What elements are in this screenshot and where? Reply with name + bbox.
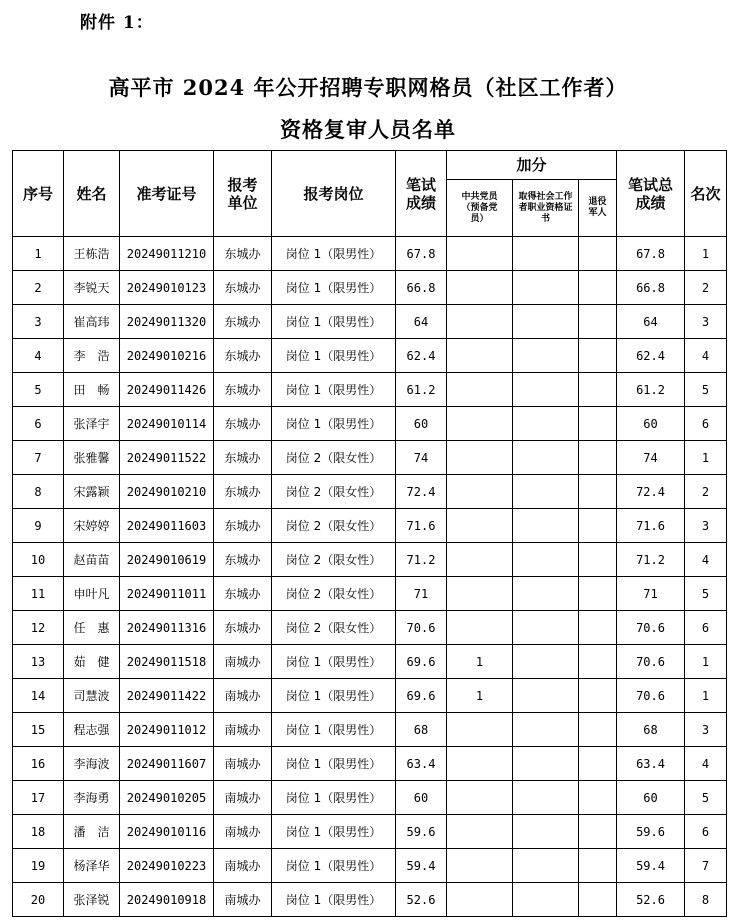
cell-bonus-party (447, 815, 513, 849)
cell-bonus-veteran (579, 781, 617, 815)
cell-unit: 东城办 (214, 339, 272, 373)
cell-name: 李 浩 (64, 339, 120, 373)
cell-ticket: 20249010619 (120, 543, 214, 577)
cell-bonus-cert (513, 747, 579, 781)
cell-unit: 南城办 (214, 781, 272, 815)
cell-total: 62.4 (617, 339, 685, 373)
cell-total: 71.6 (617, 509, 685, 543)
cell-bonus-veteran (579, 441, 617, 475)
candidate-table (12, 150, 727, 917)
cell-name: 申叶凡 (64, 577, 120, 611)
cell-total: 71.2 (617, 543, 685, 577)
header-total: 笔试总成绩 (617, 151, 685, 237)
cell-rank: 5 (685, 577, 727, 611)
cell-written: 71.2 (396, 543, 447, 577)
table-row (13, 509, 727, 543)
cell-unit: 南城办 (214, 645, 272, 679)
cell-rank: 6 (685, 407, 727, 441)
cell-ticket: 20249010223 (120, 849, 214, 883)
header-bonus-party: 中共党员（预备党员） (447, 180, 513, 237)
cell-position: 岗位 1（限男性） (272, 815, 396, 849)
cell-bonus-party (447, 849, 513, 883)
table-row (13, 815, 727, 849)
cell-unit: 南城办 (214, 713, 272, 747)
cell-name: 宋婷婷 (64, 509, 120, 543)
cell-bonus-veteran (579, 713, 617, 747)
cell-unit: 东城办 (214, 305, 272, 339)
cell-seq: 14 (13, 679, 64, 713)
cell-position: 岗位 2（限女性） (272, 577, 396, 611)
cell-total: 72.4 (617, 475, 685, 509)
cell-name: 田 畅 (64, 373, 120, 407)
table-row (13, 305, 727, 339)
cell-total: 71 (617, 577, 685, 611)
cell-written: 71 (396, 577, 447, 611)
cell-written: 66.8 (396, 271, 447, 305)
cell-unit: 南城办 (214, 883, 272, 917)
cell-written: 60 (396, 781, 447, 815)
cell-ticket: 20249010205 (120, 781, 214, 815)
cell-ticket: 20249011603 (120, 509, 214, 543)
table-row (13, 475, 727, 509)
cell-seq: 11 (13, 577, 64, 611)
cell-total: 63.4 (617, 747, 685, 781)
cell-position: 岗位 1（限男性） (272, 305, 396, 339)
cell-rank: 6 (685, 611, 727, 645)
cell-position: 岗位 1（限男性） (272, 373, 396, 407)
header-bonus-cert: 取得社会工作者职业资格证书 (513, 180, 579, 237)
table-row (13, 271, 727, 305)
cell-unit: 东城办 (214, 441, 272, 475)
cell-position: 岗位 1（限男性） (272, 781, 396, 815)
cell-bonus-party: 1 (447, 645, 513, 679)
cell-unit: 东城办 (214, 543, 272, 577)
cell-bonus-party (447, 781, 513, 815)
cell-position: 岗位 1（限男性） (272, 679, 396, 713)
cell-written: 69.6 (396, 645, 447, 679)
page-subtitle: 资格复审人员名单 (280, 117, 456, 142)
cell-ticket: 20249010123 (120, 271, 214, 305)
cell-rank: 3 (685, 713, 727, 747)
cell-written: 62.4 (396, 339, 447, 373)
cell-written: 72.4 (396, 475, 447, 509)
cell-rank: 5 (685, 781, 727, 815)
cell-bonus-cert (513, 441, 579, 475)
cell-bonus-veteran (579, 645, 617, 679)
table-row (13, 339, 727, 373)
cell-seq: 15 (13, 713, 64, 747)
cell-name: 赵苗苗 (64, 543, 120, 577)
cell-rank: 4 (685, 543, 727, 577)
cell-seq: 12 (13, 611, 64, 645)
header-name: 姓名 (64, 151, 120, 237)
cell-bonus-veteran (579, 475, 617, 509)
cell-unit: 东城办 (214, 373, 272, 407)
table-row (13, 611, 727, 645)
cell-ticket: 20249011422 (120, 679, 214, 713)
cell-bonus-veteran (579, 237, 617, 271)
cell-bonus-party (447, 747, 513, 781)
cell-name: 张雅馨 (64, 441, 120, 475)
cell-seq: 10 (13, 543, 64, 577)
cell-bonus-cert (513, 237, 579, 271)
cell-bonus-veteran (579, 577, 617, 611)
cell-total: 52.6 (617, 883, 685, 917)
cell-total: 68 (617, 713, 685, 747)
cell-total: 60 (617, 781, 685, 815)
cell-name: 崔高玮 (64, 305, 120, 339)
cell-rank: 1 (685, 645, 727, 679)
cell-seq: 6 (13, 407, 64, 441)
cell-rank: 2 (685, 475, 727, 509)
cell-bonus-cert (513, 679, 579, 713)
cell-bonus-veteran (579, 543, 617, 577)
cell-position: 岗位 1（限男性） (272, 407, 396, 441)
cell-ticket: 20249011316 (120, 611, 214, 645)
cell-position: 岗位 1（限男性） (272, 713, 396, 747)
cell-position: 岗位 1（限男性） (272, 271, 396, 305)
cell-unit: 东城办 (214, 237, 272, 271)
cell-bonus-cert (513, 645, 579, 679)
cell-written: 59.4 (396, 849, 447, 883)
cell-written: 70.6 (396, 611, 447, 645)
cell-name: 司慧波 (64, 679, 120, 713)
cell-bonus-veteran (579, 373, 617, 407)
cell-unit: 南城办 (214, 747, 272, 781)
cell-name: 杨泽华 (64, 849, 120, 883)
cell-unit: 南城办 (214, 815, 272, 849)
cell-name: 任 惠 (64, 611, 120, 645)
cell-seq: 3 (13, 305, 64, 339)
cell-bonus-cert (513, 849, 579, 883)
cell-bonus-cert (513, 883, 579, 917)
cell-bonus-cert (513, 475, 579, 509)
cell-bonus-veteran (579, 815, 617, 849)
cell-name: 李海勇 (64, 781, 120, 815)
cell-bonus-veteran (579, 509, 617, 543)
cell-ticket: 20249011518 (120, 645, 214, 679)
cell-bonus-party (447, 577, 513, 611)
cell-ticket: 20249010216 (120, 339, 214, 373)
table-row (13, 747, 727, 781)
cell-seq: 1 (13, 237, 64, 271)
table-row (13, 713, 727, 747)
cell-bonus-veteran (579, 679, 617, 713)
cell-name: 宋露颖 (64, 475, 120, 509)
cell-total: 64 (617, 305, 685, 339)
cell-seq: 17 (13, 781, 64, 815)
cell-bonus-veteran (579, 271, 617, 305)
cell-position: 岗位 1（限男性） (272, 339, 396, 373)
cell-position: 岗位 1（限男性） (272, 237, 396, 271)
cell-bonus-party (447, 543, 513, 577)
cell-seq: 7 (13, 441, 64, 475)
cell-total: 70.6 (617, 611, 685, 645)
cell-seq: 19 (13, 849, 64, 883)
cell-ticket: 20249010210 (120, 475, 214, 509)
cell-position: 岗位 2（限女性） (272, 475, 396, 509)
table-row (13, 543, 727, 577)
cell-bonus-cert (513, 305, 579, 339)
cell-name: 张泽锐 (64, 883, 120, 917)
cell-bonus-party (447, 611, 513, 645)
cell-written: 61.2 (396, 373, 447, 407)
cell-total: 60 (617, 407, 685, 441)
cell-name: 王栋浩 (64, 237, 120, 271)
cell-ticket: 20249011011 (120, 577, 214, 611)
cell-written: 60 (396, 407, 447, 441)
cell-seq: 13 (13, 645, 64, 679)
table-row (13, 407, 727, 441)
cell-position: 岗位 2（限女性） (272, 611, 396, 645)
cell-rank: 1 (685, 679, 727, 713)
cell-ticket: 20249010918 (120, 883, 214, 917)
cell-name: 茹 健 (64, 645, 120, 679)
table-row (13, 781, 727, 815)
cell-bonus-cert (513, 339, 579, 373)
header-written: 笔试成绩 (396, 151, 447, 237)
cell-unit: 东城办 (214, 475, 272, 509)
cell-unit: 东城办 (214, 407, 272, 441)
cell-written: 68 (396, 713, 447, 747)
cell-written: 67.8 (396, 237, 447, 271)
cell-seq: 2 (13, 271, 64, 305)
cell-bonus-party (447, 883, 513, 917)
cell-bonus-cert (513, 509, 579, 543)
cell-total: 59.6 (617, 815, 685, 849)
cell-bonus-veteran (579, 339, 617, 373)
cell-bonus-veteran (579, 305, 617, 339)
cell-seq: 20 (13, 883, 64, 917)
cell-rank: 4 (685, 747, 727, 781)
cell-seq: 8 (13, 475, 64, 509)
cell-name: 潘 洁 (64, 815, 120, 849)
cell-written: 64 (396, 305, 447, 339)
cell-unit: 东城办 (214, 271, 272, 305)
cell-bonus-cert (513, 407, 579, 441)
cell-total: 66.8 (617, 271, 685, 305)
cell-written: 63.4 (396, 747, 447, 781)
cell-bonus-party (447, 271, 513, 305)
cell-rank: 7 (685, 849, 727, 883)
cell-written: 71.6 (396, 509, 447, 543)
cell-bonus-party (447, 475, 513, 509)
cell-bonus-veteran (579, 883, 617, 917)
cell-name: 李锐天 (64, 271, 120, 305)
attachment-label: 附件 1： (80, 13, 154, 33)
cell-bonus-cert (513, 713, 579, 747)
cell-written: 52.6 (396, 883, 447, 917)
cell-position: 岗位 1（限男性） (272, 849, 396, 883)
cell-bonus-party: 1 (447, 679, 513, 713)
cell-bonus-cert (513, 815, 579, 849)
cell-name: 张泽宇 (64, 407, 120, 441)
cell-unit: 东城办 (214, 611, 272, 645)
cell-bonus-cert (513, 373, 579, 407)
cell-bonus-party (447, 237, 513, 271)
cell-position: 岗位 1（限男性） (272, 883, 396, 917)
cell-total: 59.4 (617, 849, 685, 883)
cell-ticket: 20249011426 (120, 373, 214, 407)
cell-rank: 2 (685, 271, 727, 305)
cell-bonus-party (447, 713, 513, 747)
cell-bonus-veteran (579, 611, 617, 645)
cell-written: 74 (396, 441, 447, 475)
cell-position: 岗位 1（限男性） (272, 645, 396, 679)
cell-bonus-party (447, 339, 513, 373)
table-row (13, 373, 727, 407)
cell-bonus-cert (513, 577, 579, 611)
cell-unit: 南城办 (214, 679, 272, 713)
cell-position: 岗位 1（限男性） (272, 747, 396, 781)
header-rank: 名次 (685, 151, 727, 237)
cell-rank: 6 (685, 815, 727, 849)
cell-name: 程志强 (64, 713, 120, 747)
header-position: 报考岗位 (272, 151, 396, 237)
table-row (13, 237, 727, 271)
cell-bonus-veteran (579, 849, 617, 883)
cell-bonus-cert (513, 611, 579, 645)
cell-ticket: 20249011012 (120, 713, 214, 747)
cell-written: 69.6 (396, 679, 447, 713)
cell-bonus-cert (513, 271, 579, 305)
cell-position: 岗位 2（限女性） (272, 441, 396, 475)
cell-bonus-veteran (579, 747, 617, 781)
cell-ticket: 20249010116 (120, 815, 214, 849)
cell-ticket: 20249011607 (120, 747, 214, 781)
cell-bonus-party (447, 373, 513, 407)
cell-rank: 3 (685, 509, 727, 543)
cell-rank: 1 (685, 441, 727, 475)
cell-position: 岗位 2（限女性） (272, 543, 396, 577)
cell-total: 74 (617, 441, 685, 475)
cell-unit: 东城办 (214, 509, 272, 543)
cell-name: 李海波 (64, 747, 120, 781)
cell-unit: 南城办 (214, 849, 272, 883)
cell-rank: 8 (685, 883, 727, 917)
cell-rank: 5 (685, 373, 727, 407)
cell-rank: 1 (685, 237, 727, 271)
page-title: 高平市 2024 年公开招聘专职网格员（社区工作者） (108, 75, 628, 100)
cell-rank: 4 (685, 339, 727, 373)
cell-rank: 3 (685, 305, 727, 339)
cell-bonus-party (447, 305, 513, 339)
cell-ticket: 20249011522 (120, 441, 214, 475)
cell-position: 岗位 2（限女性） (272, 509, 396, 543)
table-row (13, 645, 727, 679)
table-row (13, 577, 727, 611)
cell-bonus-cert (513, 543, 579, 577)
cell-total: 70.6 (617, 645, 685, 679)
table-row (13, 679, 727, 713)
cell-seq: 16 (13, 747, 64, 781)
cell-seq: 9 (13, 509, 64, 543)
cell-bonus-cert (513, 781, 579, 815)
cell-seq: 4 (13, 339, 64, 373)
cell-total: 61.2 (617, 373, 685, 407)
cell-ticket: 20249011320 (120, 305, 214, 339)
header-ticket: 准考证号 (120, 151, 214, 237)
cell-total: 70.6 (617, 679, 685, 713)
cell-seq: 18 (13, 815, 64, 849)
cell-bonus-veteran (579, 407, 617, 441)
header-bonus-veteran: 退役军人 (579, 180, 617, 237)
cell-bonus-party (447, 407, 513, 441)
cell-seq: 5 (13, 373, 64, 407)
cell-total: 67.8 (617, 237, 685, 271)
cell-bonus-party (447, 441, 513, 475)
cell-ticket: 20249011210 (120, 237, 214, 271)
table-row (13, 883, 727, 917)
cell-unit: 东城办 (214, 577, 272, 611)
cell-ticket: 20249010114 (120, 407, 214, 441)
table-row (13, 441, 727, 475)
cell-bonus-party (447, 509, 513, 543)
header-seq: 序号 (13, 151, 64, 237)
table-row (13, 849, 727, 883)
header-bonus: 加分 (447, 151, 617, 180)
cell-written: 59.6 (396, 815, 447, 849)
header-unit: 报考单位 (214, 151, 272, 237)
